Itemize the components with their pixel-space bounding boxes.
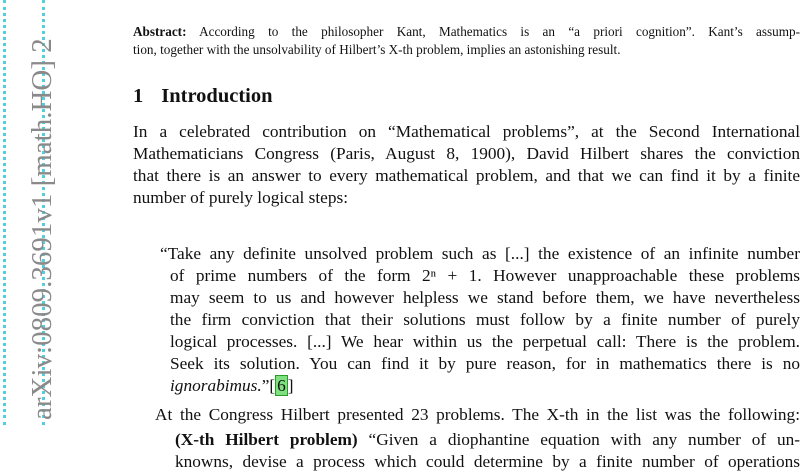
quote-line: the firm conviction that their solutions must follow by a finite number of purely — [170, 310, 800, 329]
quote-line: Seek its solution. You can find it by pure reason, for in mathematics there is no — [170, 354, 800, 373]
problem-line-2: knowns, devise a process which could determine by a finite number of operations — [175, 452, 800, 471]
para1-line: number of purely logical steps: — [133, 188, 349, 207]
section-heading: 1 Introduction — [133, 85, 273, 107]
para2: At the Congress Hilbert presented 23 problems. The X-th in the list was the following: — [155, 405, 800, 424]
quote-line: “Take any definite unsolved problem such as [...] the existence of an infinite number — [160, 244, 800, 263]
abstract-line-1: Abstract: According to the philosopher Kant, Mathematics is an “a priori cognition”. Kant’s assump- — [133, 24, 800, 39]
quote-end: ignorabimus.”[ 6 ] — [170, 376, 294, 395]
quote-line: may seem to us and however helpless we stand before them, we have nevertheless — [170, 288, 800, 307]
arxiv-id: arXiv:0809.3691v1 [math.HO] 2 — [26, 38, 58, 420]
citation-link[interactable]: 6 — [277, 376, 286, 395]
quote-line: of prime numbers of the form 2ⁿ + 1. However unapproachable these problems — [170, 266, 800, 285]
para1-line: In a celebrated contribution on “Mathematical problems”, at the Second International — [133, 122, 800, 141]
para1-line: that there is an answer to every mathematical problem, and that we can find it by a finite — [133, 166, 800, 185]
para1-line: Mathematicians Congress (Paris, August 8, 1900), David Hilbert shares the conviction — [133, 144, 800, 163]
quote-line: logical processes. [...] We hear within us the perpetual call: There is the problem. — [170, 332, 800, 351]
problem-line-1: (X-th Hilbert problem) “Given a diophantine equation with any number of un- — [175, 430, 800, 449]
abstract-line-2: tion, together with the unsolvability of Hilbert’s X-th problem, implies an astonishing result. — [133, 42, 621, 57]
arxiv-stamp — [3, 0, 58, 425]
